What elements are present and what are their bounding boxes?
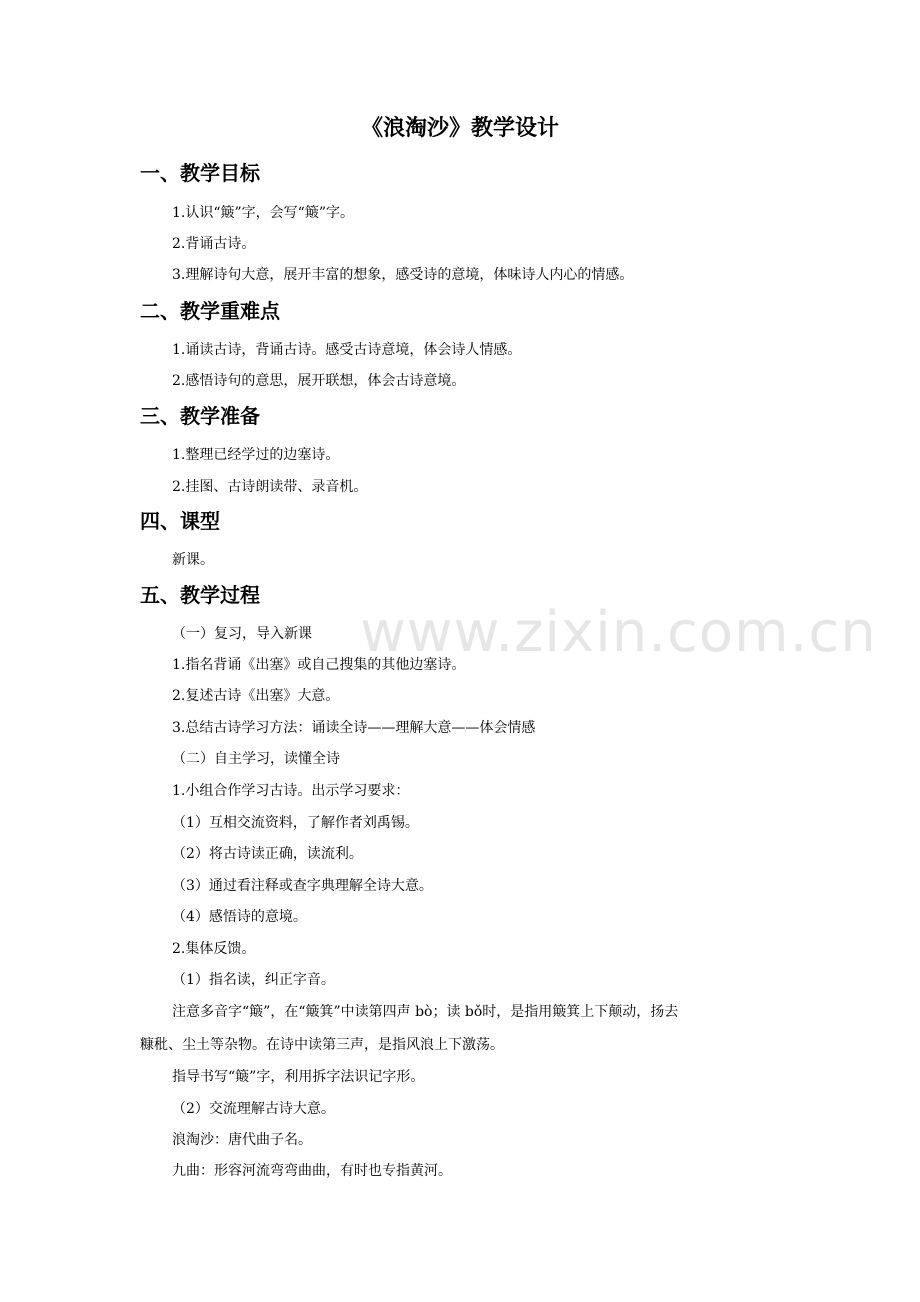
process-line: （1）指名读，纠正字音。 (172, 972, 335, 988)
process-line: 指导书写“簸”字，利用拆字法识记字形。 (172, 1069, 425, 1085)
process-line: 1.小组合作学习古诗。出示学习要求： (172, 783, 410, 799)
key-point-line-1: 1.诵读古诗，背诵古诗。感受古诗意境，体会诗人情感。 (172, 342, 522, 358)
section-heading-lesson-type: 四、课型 (140, 509, 220, 533)
process-line: （2）将古诗读正确，读流利。 (172, 846, 363, 862)
process-line: 浪淘沙：唐代曲子名。 (172, 1132, 312, 1148)
process-paragraph-line: 注意多音字“簸”，在“簸箕”中读第四声 bò；读 bǒ时，是指用簸箕上下颠动，扬去 (172, 1004, 679, 1020)
section-heading-objectives: 一、教学目标 (140, 161, 260, 185)
section-heading-key-points: 二、教学重难点 (140, 299, 280, 323)
watermark: www.zixin.com.cn (360, 600, 877, 665)
process-line: 九曲：形容河流弯弯曲曲，有时也专指黄河。 (172, 1163, 452, 1179)
process-subheading-1: （一）复习，导入新课 (172, 626, 312, 642)
preparation-line-1: 1.整理已经学过的边塞诗。 (172, 447, 340, 463)
process-line: 2.集体反馈。 (172, 941, 256, 957)
process-line: 1.指名背诵《出塞》或自己搜集的其他边塞诗。 (172, 657, 466, 673)
preparation-line-2: 2.挂图、古诗朗读带、录音机。 (172, 479, 368, 495)
process-line: 2.复述古诗《出塞》大意。 (172, 688, 340, 704)
key-point-line-2: 2.感悟诗句的意思，展开联想，体会古诗意境。 (172, 373, 466, 389)
process-subheading-2: （二）自主学习，读懂全诗 (172, 751, 340, 767)
section-heading-process: 五、教学过程 (140, 583, 260, 607)
document-title: 《浪淘沙》教学设计 (360, 116, 559, 141)
lesson-type-line: 新课。 (172, 552, 214, 568)
process-paragraph-continuation: 糠秕、尘土等杂物。在诗中读第三声，是指风浪上下激荡。 (140, 1037, 504, 1053)
objective-line-1: 1.认识“簸”字，会写“簸”字。 (172, 205, 354, 221)
objective-line-3: 3.理解诗句大意，展开丰富的想象，感受诗的意境，体味诗人内心的情感。 (172, 267, 634, 283)
process-line: 3.总结古诗学习方法：诵读全诗——理解大意——体会情感 (172, 720, 536, 736)
process-line: （3）通过看注释或查字典理解全诗大意。 (172, 878, 433, 894)
process-line: （4）感悟诗的意境。 (172, 909, 307, 925)
process-line: （1）互相交流资料，了解作者刘禹锡。 (172, 815, 419, 831)
section-heading-preparation: 三、教学准备 (140, 404, 260, 428)
objective-line-2: 2.背诵古诗。 (172, 236, 256, 252)
process-line: （2）交流理解古诗大意。 (172, 1101, 335, 1117)
